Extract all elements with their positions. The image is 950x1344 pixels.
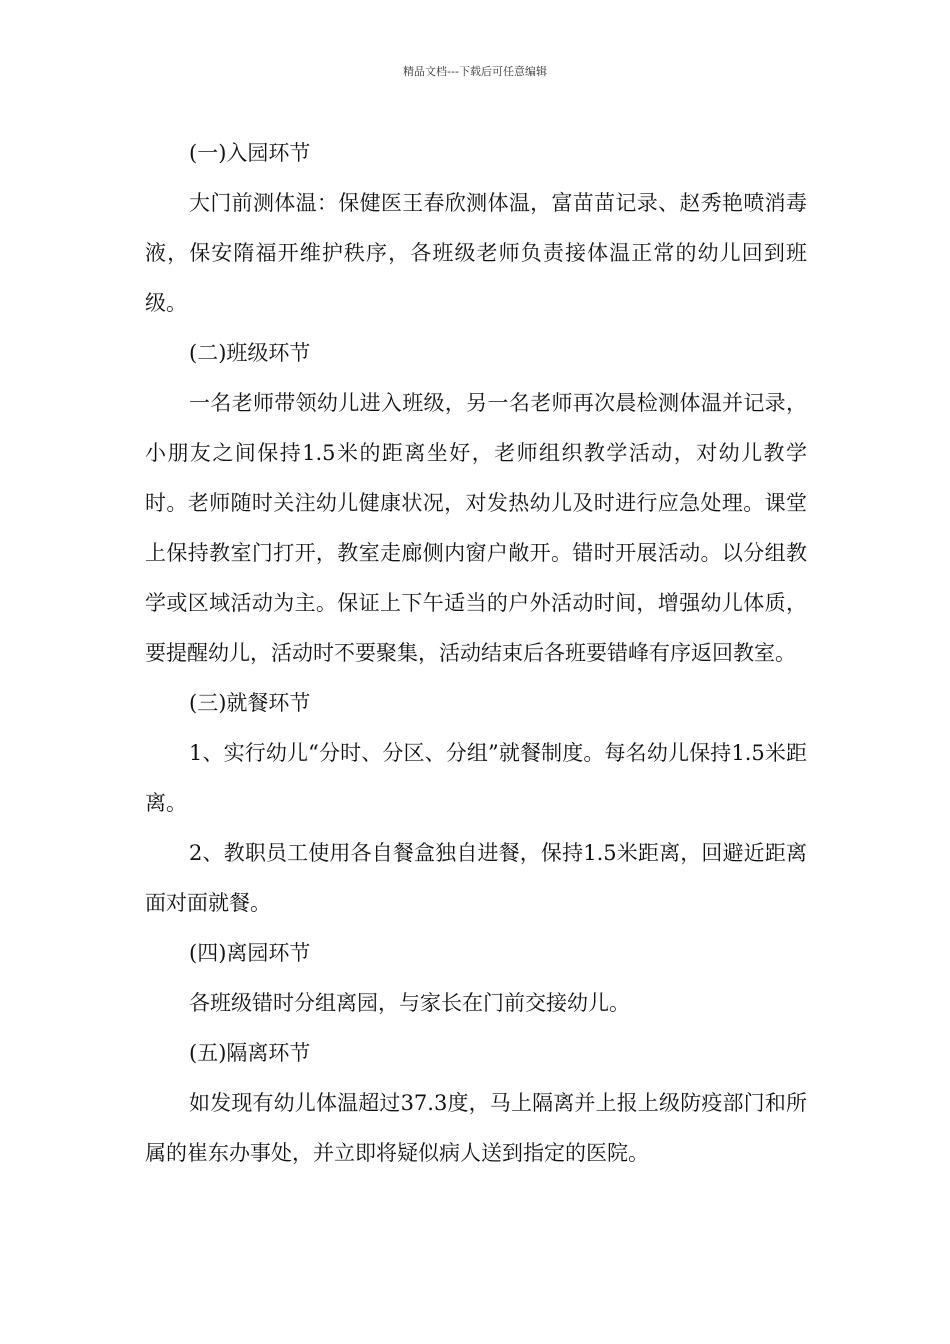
paragraph-dining-item-1: 1、实行幼儿“分时、分区、分组”就餐制度。每名幼儿保持1.5米距离。 [145,741,807,815]
document-body [145,128,807,1178]
paragraph-entry-details: 大门前测体温：保健医王春欣测体温，富苗苗记录、赵秀艳喷消毒液，保安隋福开维护秩序，各班级老师负责接体温正常的幼儿回到班级。 [145,191,807,315]
page-header: 精品文档---下载后可任意编辑 [403,65,547,78]
paragraph-isolation-details: 如发现有幼儿体温超过37.3度，马上隔离并上报上级防疫部门和所属的崔东办事处，并立即将疑似病人送到指定的医院。 [145,1091,807,1165]
paragraph-dining-item-2: 2、教职员工使用各自餐盒独自进餐，保持1.5米距离，回避近距离面对面就餐。 [145,841,807,915]
paragraph-departure-details: 各班级错时分组离园，与家长在门前交接幼儿。 [189,991,630,1015]
section-heading-entry: (一)入园环节 [189,141,311,165]
section-heading-isolation: (五)隔离环节 [189,1041,311,1065]
section-heading-dining: (三)就餐环节 [189,691,311,715]
section-heading-class: (二)班级环节 [189,341,311,365]
section-heading-departure: (四)离园环节 [189,941,311,965]
paragraph-class-details: 一名老师带领幼儿进入班级，另一名老师再次晨检测体温并记录，小朋友之间保持1.5米的距离坐好，老师组织教学活动，对幼儿教学时。老师随时关注幼儿健康状况，对发热幼儿及时进行应急处理。课堂上保持教室门打开，教室走廊侧内窗户敞开。错时开展活动。以分组教学或区域活动为主。保证上下午适当的户外活动时间，增强幼儿体质，要提醒幼儿，活动时不要聚集，活动结束后各班要错峰有序返回教室。 [145,391,807,665]
